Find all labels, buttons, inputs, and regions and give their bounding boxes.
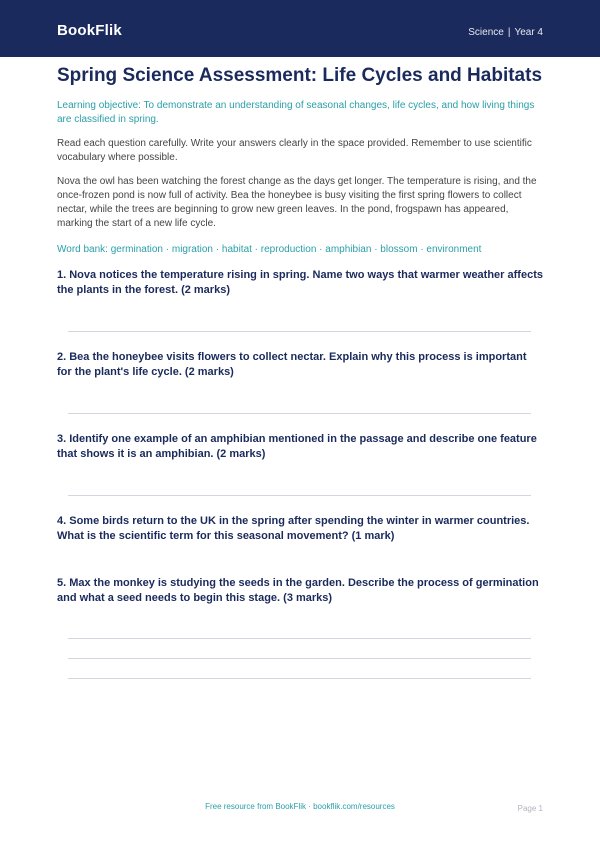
footer-credit[interactable]: Free resource from BookFlik · bookflik.com/resources (205, 802, 395, 811)
answer-line-5b[interactable] (68, 658, 531, 659)
question-4: 4. Some birds return to the UK in the spring after spending the winter in warmer countries. What is the scientific term for this seasonal movement? (1 mark) (57, 515, 530, 542)
separator: | (507, 27, 511, 38)
intro-section (57, 64, 543, 257)
header-bar (0, 0, 600, 57)
brand-logo-text[interactable]: BookFlik (57, 22, 122, 39)
question-5: 5. Max the monkey is studying the seeds in the garden. Describe the process of germination and what a seed needs to begin this stage. (3 marks) (57, 577, 539, 604)
page-title: Spring Science Assessment: Life Cycles and Habitats (57, 65, 543, 86)
learning-objective: Learning objective: To demonstrate an understanding of seasonal changes, life cycles, and how living things are classified in spring. (57, 100, 535, 125)
page-number: Page 1 (517, 804, 543, 813)
subject-year-label (468, 27, 543, 38)
answer-line-2[interactable] (68, 413, 531, 414)
question-2: 2. Bea the honeybee visits flowers to collect nectar. Explain why this process is important for the plant's life cycle. (2 marks) (57, 351, 527, 378)
story-passage: Nova the owl has been watching the forest change as the days get longer. The temperature is rising, and the once-frozen pond is now full of activity. Bea the honeybee is busy visiting the first spring flowers to collect nectar, while the trees are beginning to grow new green leaves. In the pond, frogspawn has appeared, marking the start of a new life cycle. (57, 176, 537, 229)
answer-line-1[interactable] (68, 331, 531, 332)
answer-line-3[interactable] (68, 495, 531, 496)
answer-line-5a[interactable] (68, 638, 531, 639)
question-3: 3. Identify one example of an amphibian mentioned in the passage and describe one feature that shows it is an amphibian. (2 marks) (57, 433, 537, 460)
answer-line-5c[interactable] (68, 678, 531, 679)
instructions: Read each question carefully. Write your answers clearly in the space provided. Remember to use scientific vocabulary where possible. (57, 138, 532, 163)
question-1: 1. Nova notices the temperature rising in spring. Name two ways that warmer weather affects the plants in the forest. (2 marks) (57, 269, 543, 296)
year-label: Year 4 (514, 27, 543, 38)
word-bank: Word bank: germination · migration · habitat · reproduction · amphibian · blossom · environment (57, 244, 482, 255)
subject-label: Science (468, 27, 504, 38)
